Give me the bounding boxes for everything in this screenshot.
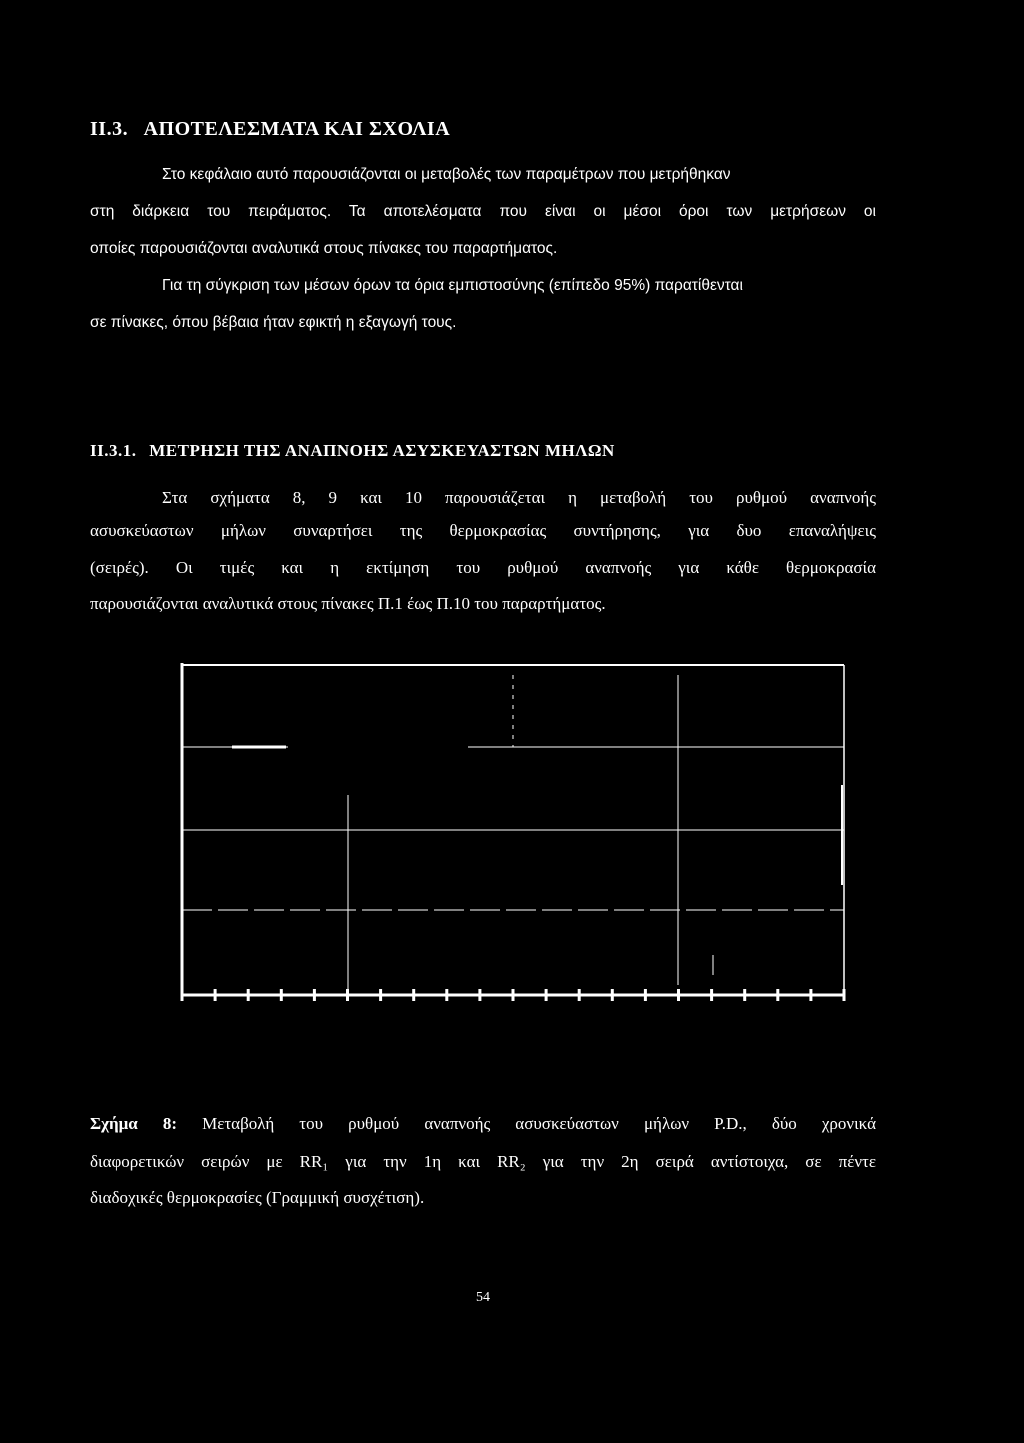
section-heading bbox=[90, 118, 450, 141]
paragraph-line: Στο κεφάλαιο αυτό παρουσιάζονται οι μεταβολές των παραμέτρων που μετρήθηκαν bbox=[162, 166, 731, 183]
paragraph-line: Στα σχήματα 8, 9 και 10 παρουσιάζεται η μεταβολή του ρυθμού αναπνοής bbox=[162, 488, 876, 507]
figure-graphic bbox=[168, 655, 858, 1010]
paragraph-line: ασυσκεύαστων μήλων συναρτήσει της θερμοκρασίας συντήρησης, για δυο επαναλήψεις bbox=[90, 521, 876, 540]
subsection-number: ΙΙ.3.1. bbox=[90, 441, 137, 460]
section-title: ΑΠΟΤΕΛΕΣΜΑΤΑ ΚΑΙ ΣΧΟΛΙΑ bbox=[143, 118, 451, 140]
subsection-title: ΜΕΤΡΗΣΗ ΤΗΣ ΑΝΑΠΝΟΗΣ ΑΣΥΣΚΕΥΑΣΤΩΝ ΜΗΛΩΝ bbox=[149, 441, 615, 460]
paragraph-line: στη διάρκεια του πειράματος. Τα αποτελέσματα που είναι οι μέσοι όροι των μετρήσεων οι bbox=[90, 203, 876, 220]
section-number: ΙΙ.3. bbox=[90, 118, 129, 140]
page-number: 54 bbox=[476, 1290, 490, 1305]
paragraph-line: Για τη σύγκριση των μέσων όρων τα όρια εμπιστοσύνης (επίπεδο 95%) παρατίθενται bbox=[162, 277, 743, 294]
caption-label: Σχήμα 8: bbox=[90, 1114, 177, 1133]
caption-line: διαφορετικών σειρών με RR₁ για την 1η και RR₂ για την 2η σειρά αντίστοιχα, σε πέντε bbox=[90, 1152, 876, 1171]
paragraph-line: παρουσιάζονται αναλυτικά στους πίνακες Π.1 έως Π.10 του παραρτήματος. bbox=[90, 594, 606, 613]
caption-text: Μεταβολή του ρυθμού αναπνοής ασυσκεύαστων μήλων P.D., δύο χρονικά bbox=[202, 1114, 876, 1133]
paragraph-line: οποίες παρουσιάζονται αναλυτικά στους πίνακες του παραρτήματος. bbox=[90, 240, 558, 257]
caption-line bbox=[90, 1114, 876, 1134]
paragraph-line: σε πίνακες, όπου βέβαια ήταν εφικτή η εξαγωγή τους. bbox=[90, 314, 457, 331]
paragraph-line: (σειρές). Οι τιμές και η εκτίμηση του ρυθμού αναπνοής για κάθε θερμοκρασία bbox=[90, 558, 876, 577]
subsection-heading bbox=[90, 441, 615, 461]
caption-line: διαδοχικές θερμοκρασίες (Γραμμική συσχέτιση). bbox=[90, 1188, 425, 1207]
